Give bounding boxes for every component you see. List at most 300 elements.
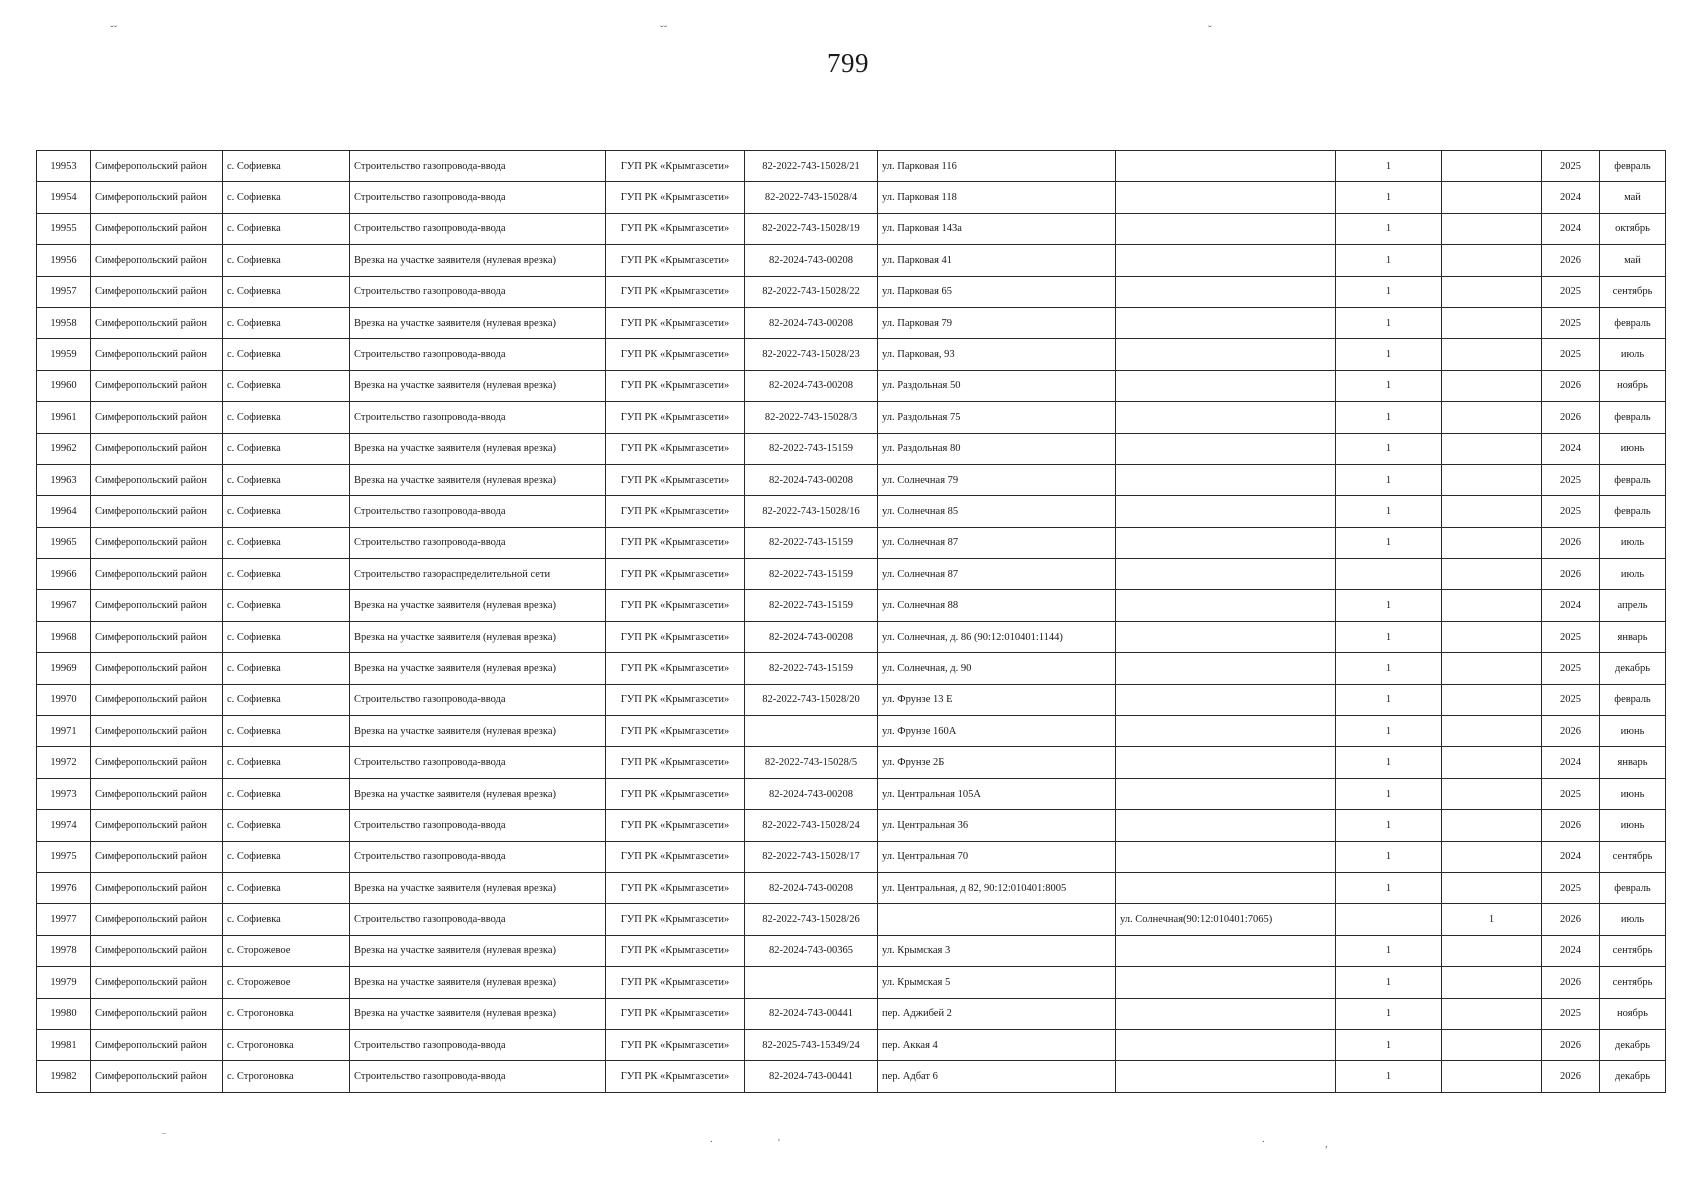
- year-cell: 2026: [1542, 1061, 1600, 1092]
- year-cell: 2026: [1542, 402, 1600, 433]
- month-cell: май: [1600, 245, 1666, 276]
- village-cell: с. Софиевка: [223, 527, 350, 558]
- quantity-cell: 1: [1336, 245, 1442, 276]
- month-cell: февраль: [1600, 684, 1666, 715]
- address-cell: ул. Парковая 41: [878, 245, 1116, 276]
- technical-conditions-cell: 82-2022-743-15159: [745, 527, 878, 558]
- work-type-cell: Строительство газопровода-ввода: [350, 684, 606, 715]
- district-cell: Симферопольский район: [91, 527, 223, 558]
- table-row: [37, 433, 1666, 464]
- extra-address-cell: [1116, 872, 1336, 903]
- village-cell: с. Софиевка: [223, 213, 350, 244]
- quantity-alt-cell: [1442, 213, 1542, 244]
- quantity-cell: 1: [1336, 810, 1442, 841]
- year-cell: 2024: [1542, 182, 1600, 213]
- quantity-alt-cell: [1442, 370, 1542, 401]
- address-cell: ул. Фрунзе 13 Е: [878, 684, 1116, 715]
- village-cell: с. Софиевка: [223, 464, 350, 495]
- village-cell: с. Строгоновка: [223, 1061, 350, 1092]
- row-number-cell: 19955: [37, 213, 91, 244]
- address-cell: ул. Парковая 116: [878, 151, 1116, 182]
- scan-speck: ‾: [162, 1133, 166, 1145]
- scan-speck: ˇˇ: [660, 24, 668, 36]
- organization-cell: ГУП РК «Крымгазсети»: [606, 1029, 745, 1060]
- row-number-cell: 19979: [37, 967, 91, 998]
- district-cell: Симферопольский район: [91, 841, 223, 872]
- village-cell: с. Софиевка: [223, 684, 350, 715]
- year-cell: 2025: [1542, 778, 1600, 809]
- month-cell: июнь: [1600, 810, 1666, 841]
- district-cell: Симферопольский район: [91, 245, 223, 276]
- address-cell: ул. Солнечная 87: [878, 527, 1116, 558]
- quantity-cell: 1: [1336, 151, 1442, 182]
- year-cell: 2024: [1542, 747, 1600, 778]
- row-number-cell: 19962: [37, 433, 91, 464]
- village-cell: с. Софиевка: [223, 402, 350, 433]
- technical-conditions-cell: 82-2022-743-15159: [745, 433, 878, 464]
- quantity-alt-cell: [1442, 590, 1542, 621]
- scan-speck: ,: [1325, 1138, 1328, 1150]
- quantity-cell: 1: [1336, 1061, 1442, 1092]
- organization-cell: ГУП РК «Крымгазсети»: [606, 276, 745, 307]
- work-type-cell: Врезка на участке заявителя (нулевая врезка): [350, 621, 606, 652]
- year-cell: 2026: [1542, 967, 1600, 998]
- district-cell: Симферопольский район: [91, 778, 223, 809]
- work-type-cell: Врезка на участке заявителя (нулевая врезка): [350, 967, 606, 998]
- work-type-cell: Строительство газопровода-ввода: [350, 339, 606, 370]
- row-number-cell: 19973: [37, 778, 91, 809]
- row-number-cell: 19966: [37, 559, 91, 590]
- extra-address-cell: [1116, 747, 1336, 778]
- row-number-cell: 19965: [37, 527, 91, 558]
- table-row: [37, 935, 1666, 966]
- address-cell: ул. Солнечная 87: [878, 559, 1116, 590]
- row-number-cell: 19971: [37, 716, 91, 747]
- month-cell: февраль: [1600, 872, 1666, 903]
- organization-cell: ГУП РК «Крымгазсети»: [606, 151, 745, 182]
- district-cell: Симферопольский район: [91, 339, 223, 370]
- village-cell: с. Софиевка: [223, 339, 350, 370]
- quantity-alt-cell: [1442, 1029, 1542, 1060]
- table-body: [37, 151, 1666, 1093]
- village-cell: с. Софиевка: [223, 182, 350, 213]
- village-cell: с. Сторожевое: [223, 935, 350, 966]
- organization-cell: ГУП РК «Крымгазсети»: [606, 433, 745, 464]
- technical-conditions-cell: 82-2022-743-15028/16: [745, 496, 878, 527]
- table-row: [37, 559, 1666, 590]
- technical-conditions-cell: 82-2024-743-00208: [745, 370, 878, 401]
- quantity-cell: 1: [1336, 684, 1442, 715]
- village-cell: с. Софиевка: [223, 810, 350, 841]
- quantity-alt-cell: 1: [1442, 904, 1542, 935]
- quantity-alt-cell: [1442, 182, 1542, 213]
- quantity-cell: 1: [1336, 527, 1442, 558]
- row-number-cell: 19968: [37, 621, 91, 652]
- month-cell: сентябрь: [1600, 967, 1666, 998]
- row-number-cell: 19956: [37, 245, 91, 276]
- address-cell: ул. Солнечная 79: [878, 464, 1116, 495]
- quantity-alt-cell: [1442, 935, 1542, 966]
- organization-cell: ГУП РК «Крымгазсети»: [606, 904, 745, 935]
- year-cell: 2026: [1542, 559, 1600, 590]
- technical-conditions-cell: 82-2022-743-15028/19: [745, 213, 878, 244]
- organization-cell: ГУП РК «Крымгазсети»: [606, 245, 745, 276]
- extra-address-cell: [1116, 967, 1336, 998]
- extra-address-cell: [1116, 590, 1336, 621]
- technical-conditions-cell: 82-2022-743-15028/5: [745, 747, 878, 778]
- district-cell: Симферопольский район: [91, 213, 223, 244]
- work-type-cell: Врезка на участке заявителя (нулевая врезка): [350, 872, 606, 903]
- quantity-cell: 1: [1336, 307, 1442, 338]
- extra-address-cell: [1116, 653, 1336, 684]
- row-number-cell: 19957: [37, 276, 91, 307]
- month-cell: декабрь: [1600, 1061, 1666, 1092]
- extra-address-cell: [1116, 276, 1336, 307]
- district-cell: Симферопольский район: [91, 935, 223, 966]
- quantity-cell: 1: [1336, 872, 1442, 903]
- district-cell: Симферопольский район: [91, 590, 223, 621]
- quantity-cell: 1: [1336, 182, 1442, 213]
- work-type-cell: Строительство газопровода-ввода: [350, 841, 606, 872]
- technical-conditions-cell: 82-2024-743-00208: [745, 621, 878, 652]
- work-type-cell: Строительство газопровода-ввода: [350, 904, 606, 935]
- year-cell: 2026: [1542, 527, 1600, 558]
- district-cell: Симферопольский район: [91, 182, 223, 213]
- year-cell: 2025: [1542, 653, 1600, 684]
- organization-cell: ГУП РК «Крымгазсети»: [606, 402, 745, 433]
- year-cell: 2025: [1542, 151, 1600, 182]
- organization-cell: ГУП РК «Крымгазсети»: [606, 527, 745, 558]
- district-cell: Симферопольский район: [91, 872, 223, 903]
- address-cell: ул. Фрунзе 2Б: [878, 747, 1116, 778]
- quantity-cell: 1: [1336, 433, 1442, 464]
- work-type-cell: Строительство газопровода-ввода: [350, 1061, 606, 1092]
- technical-conditions-cell: 82-2022-743-15028/20: [745, 684, 878, 715]
- quantity-alt-cell: [1442, 716, 1542, 747]
- table-row: [37, 151, 1666, 182]
- work-type-cell: Строительство газопровода-ввода: [350, 182, 606, 213]
- village-cell: с. Софиевка: [223, 841, 350, 872]
- extra-address-cell: [1116, 151, 1336, 182]
- work-type-cell: Врезка на участке заявителя (нулевая врезка): [350, 307, 606, 338]
- quantity-alt-cell: [1442, 778, 1542, 809]
- address-cell: ул. Солнечная 88: [878, 590, 1116, 621]
- month-cell: июль: [1600, 527, 1666, 558]
- month-cell: декабрь: [1600, 653, 1666, 684]
- address-cell: ул. Центральная, д 82, 90:12:010401:8005: [878, 872, 1116, 903]
- year-cell: 2026: [1542, 245, 1600, 276]
- table-row: [37, 904, 1666, 935]
- table-row: [37, 716, 1666, 747]
- quantity-cell: 1: [1336, 747, 1442, 778]
- quantity-cell: 1: [1336, 716, 1442, 747]
- address-cell: ул. Парковая 118: [878, 182, 1116, 213]
- year-cell: 2025: [1542, 464, 1600, 495]
- district-cell: Симферопольский район: [91, 402, 223, 433]
- work-type-cell: Врезка на участке заявителя (нулевая врезка): [350, 716, 606, 747]
- district-cell: Симферопольский район: [91, 559, 223, 590]
- quantity-alt-cell: [1442, 402, 1542, 433]
- table-row: [37, 967, 1666, 998]
- organization-cell: ГУП РК «Крымгазсети»: [606, 590, 745, 621]
- quantity-cell: 1: [1336, 621, 1442, 652]
- table-row: [37, 872, 1666, 903]
- organization-cell: ГУП РК «Крымгазсети»: [606, 339, 745, 370]
- month-cell: февраль: [1600, 402, 1666, 433]
- district-cell: Симферопольский район: [91, 496, 223, 527]
- quantity-alt-cell: [1442, 684, 1542, 715]
- technical-conditions-cell: 82-2022-743-15028/26: [745, 904, 878, 935]
- district-cell: Симферопольский район: [91, 904, 223, 935]
- address-cell: пер. Аккая 4: [878, 1029, 1116, 1060]
- work-type-cell: Врезка на участке заявителя (нулевая врезка): [350, 464, 606, 495]
- table-row: [37, 778, 1666, 809]
- technical-conditions-cell: 82-2024-743-00365: [745, 935, 878, 966]
- month-cell: январь: [1600, 621, 1666, 652]
- table-row: [37, 810, 1666, 841]
- quantity-alt-cell: [1442, 151, 1542, 182]
- district-cell: Симферопольский район: [91, 370, 223, 401]
- organization-cell: ГУП РК «Крымгазсети»: [606, 621, 745, 652]
- extra-address-cell: [1116, 998, 1336, 1029]
- technical-conditions-cell: 82-2024-743-00208: [745, 307, 878, 338]
- organization-cell: ГУП РК «Крымгазсети»: [606, 998, 745, 1029]
- organization-cell: ГУП РК «Крымгазсети»: [606, 684, 745, 715]
- work-type-cell: Врезка на участке заявителя (нулевая врезка): [350, 935, 606, 966]
- technical-conditions-cell: [745, 967, 878, 998]
- district-cell: Симферопольский район: [91, 967, 223, 998]
- extra-address-cell: [1116, 370, 1336, 401]
- work-type-cell: Строительство газораспределительной сети: [350, 559, 606, 590]
- quantity-cell: 1: [1336, 1029, 1442, 1060]
- village-cell: с. Софиевка: [223, 245, 350, 276]
- table-row: [37, 339, 1666, 370]
- extra-address-cell: [1116, 496, 1336, 527]
- quantity-cell: 1: [1336, 967, 1442, 998]
- gasification-register-table: [36, 150, 1666, 1093]
- district-cell: Симферопольский район: [91, 747, 223, 778]
- organization-cell: ГУП РК «Крымгазсети»: [606, 496, 745, 527]
- district-cell: Симферопольский район: [91, 1029, 223, 1060]
- quantity-alt-cell: [1442, 496, 1542, 527]
- year-cell: 2025: [1542, 307, 1600, 338]
- technical-conditions-cell: 82-2022-743-15028/3: [745, 402, 878, 433]
- extra-address-cell: [1116, 684, 1336, 715]
- year-cell: 2026: [1542, 1029, 1600, 1060]
- month-cell: сентябрь: [1600, 935, 1666, 966]
- row-number-cell: 19961: [37, 402, 91, 433]
- year-cell: 2026: [1542, 810, 1600, 841]
- extra-address-cell: ул. Солнечная(90:12:010401:7065): [1116, 904, 1336, 935]
- work-type-cell: Врезка на участке заявителя (нулевая врезка): [350, 433, 606, 464]
- quantity-cell: 1: [1336, 590, 1442, 621]
- quantity-cell: 1: [1336, 935, 1442, 966]
- organization-cell: ГУП РК «Крымгазсети»: [606, 370, 745, 401]
- extra-address-cell: [1116, 213, 1336, 244]
- quantity-cell: 1: [1336, 402, 1442, 433]
- month-cell: февраль: [1600, 151, 1666, 182]
- address-cell: ул. Фрунзе 160А: [878, 716, 1116, 747]
- work-type-cell: Строительство газопровода-ввода: [350, 496, 606, 527]
- work-type-cell: Строительство газопровода-ввода: [350, 151, 606, 182]
- district-cell: Симферопольский район: [91, 307, 223, 338]
- extra-address-cell: [1116, 778, 1336, 809]
- table-row: [37, 684, 1666, 715]
- organization-cell: ГУП РК «Крымгазсети»: [606, 967, 745, 998]
- organization-cell: ГУП РК «Крымгазсети»: [606, 464, 745, 495]
- address-cell: пер. Аджибей 2: [878, 998, 1116, 1029]
- year-cell: 2024: [1542, 841, 1600, 872]
- village-cell: с. Софиевка: [223, 653, 350, 684]
- extra-address-cell: [1116, 182, 1336, 213]
- organization-cell: ГУП РК «Крымгазсети»: [606, 1061, 745, 1092]
- address-cell: ул. Крымская 3: [878, 935, 1116, 966]
- technical-conditions-cell: 82-2022-743-15028/23: [745, 339, 878, 370]
- table-row: [37, 464, 1666, 495]
- district-cell: Симферопольский район: [91, 433, 223, 464]
- address-cell: ул. Парковая 79: [878, 307, 1116, 338]
- month-cell: февраль: [1600, 307, 1666, 338]
- extra-address-cell: [1116, 1029, 1336, 1060]
- extra-address-cell: [1116, 339, 1336, 370]
- quantity-cell: 1: [1336, 653, 1442, 684]
- scan-speck: ': [778, 1137, 780, 1149]
- quantity-cell: 1: [1336, 998, 1442, 1029]
- organization-cell: ГУП РК «Крымгазсети»: [606, 841, 745, 872]
- table-row: [37, 998, 1666, 1029]
- village-cell: с. Софиевка: [223, 151, 350, 182]
- row-number-cell: 19976: [37, 872, 91, 903]
- quantity-alt-cell: [1442, 527, 1542, 558]
- row-number-cell: 19970: [37, 684, 91, 715]
- village-cell: с. Сторожевое: [223, 967, 350, 998]
- extra-address-cell: [1116, 1061, 1336, 1092]
- table-row: [37, 1029, 1666, 1060]
- extra-address-cell: [1116, 621, 1336, 652]
- year-cell: 2025: [1542, 872, 1600, 903]
- quantity-cell: 1: [1336, 370, 1442, 401]
- work-type-cell: Строительство газопровода-ввода: [350, 810, 606, 841]
- village-cell: с. Софиевка: [223, 433, 350, 464]
- month-cell: июнь: [1600, 433, 1666, 464]
- row-number-cell: 19977: [37, 904, 91, 935]
- work-type-cell: Врезка на участке заявителя (нулевая врезка): [350, 778, 606, 809]
- month-cell: ноябрь: [1600, 370, 1666, 401]
- district-cell: Симферопольский район: [91, 464, 223, 495]
- month-cell: май: [1600, 182, 1666, 213]
- row-number-cell: 19980: [37, 998, 91, 1029]
- month-cell: апрель: [1600, 590, 1666, 621]
- quantity-alt-cell: [1442, 653, 1542, 684]
- row-number-cell: 19982: [37, 1061, 91, 1092]
- month-cell: февраль: [1600, 464, 1666, 495]
- work-type-cell: Врезка на участке заявителя (нулевая врезка): [350, 370, 606, 401]
- technical-conditions-cell: 82-2024-743-00208: [745, 872, 878, 903]
- extra-address-cell: [1116, 716, 1336, 747]
- month-cell: сентябрь: [1600, 841, 1666, 872]
- row-number-cell: 19972: [37, 747, 91, 778]
- address-cell: ул. Центральная 36: [878, 810, 1116, 841]
- scan-speck: ˇˇ: [110, 24, 118, 36]
- quantity-cell: 1: [1336, 339, 1442, 370]
- district-cell: Симферопольский район: [91, 151, 223, 182]
- year-cell: 2025: [1542, 276, 1600, 307]
- quantity-alt-cell: [1442, 464, 1542, 495]
- year-cell: 2025: [1542, 998, 1600, 1029]
- village-cell: с. Софиевка: [223, 590, 350, 621]
- table-row: [37, 527, 1666, 558]
- work-type-cell: Строительство газопровода-ввода: [350, 213, 606, 244]
- address-cell: ул. Раздольная 75: [878, 402, 1116, 433]
- organization-cell: ГУП РК «Крымгазсети»: [606, 935, 745, 966]
- technical-conditions-cell: 82-2022-743-15159: [745, 653, 878, 684]
- technical-conditions-cell: 82-2022-743-15028/22: [745, 276, 878, 307]
- year-cell: 2025: [1542, 684, 1600, 715]
- village-cell: с. Софиевка: [223, 621, 350, 652]
- year-cell: 2024: [1542, 213, 1600, 244]
- row-number-cell: 19954: [37, 182, 91, 213]
- row-number-cell: 19975: [37, 841, 91, 872]
- quantity-alt-cell: [1442, 747, 1542, 778]
- village-cell: с. Строгоновка: [223, 1029, 350, 1060]
- organization-cell: ГУП РК «Крымгазсети»: [606, 653, 745, 684]
- quantity-alt-cell: [1442, 621, 1542, 652]
- row-number-cell: 19974: [37, 810, 91, 841]
- district-cell: Симферопольский район: [91, 716, 223, 747]
- extra-address-cell: [1116, 559, 1336, 590]
- row-number-cell: 19978: [37, 935, 91, 966]
- village-cell: с. Софиевка: [223, 559, 350, 590]
- year-cell: 2026: [1542, 904, 1600, 935]
- address-cell: ул. Центральная 105А: [878, 778, 1116, 809]
- technical-conditions-cell: 82-2024-743-00208: [745, 464, 878, 495]
- village-cell: с. Строгоновка: [223, 998, 350, 1029]
- row-number-cell: 19958: [37, 307, 91, 338]
- work-type-cell: Врезка на участке заявителя (нулевая врезка): [350, 998, 606, 1029]
- organization-cell: ГУП РК «Крымгазсети»: [606, 716, 745, 747]
- row-number-cell: 19959: [37, 339, 91, 370]
- extra-address-cell: [1116, 527, 1336, 558]
- table-row: [37, 841, 1666, 872]
- row-number-cell: 19953: [37, 151, 91, 182]
- village-cell: с. Софиевка: [223, 307, 350, 338]
- work-type-cell: Строительство газопровода-ввода: [350, 1029, 606, 1060]
- quantity-alt-cell: [1442, 433, 1542, 464]
- technical-conditions-cell: 82-2022-743-15028/24: [745, 810, 878, 841]
- extra-address-cell: [1116, 810, 1336, 841]
- village-cell: с. Софиевка: [223, 747, 350, 778]
- quantity-alt-cell: [1442, 307, 1542, 338]
- table-row: [37, 402, 1666, 433]
- month-cell: июнь: [1600, 716, 1666, 747]
- organization-cell: ГУП РК «Крымгазсети»: [606, 182, 745, 213]
- work-type-cell: Врезка на участке заявителя (нулевая врезка): [350, 245, 606, 276]
- year-cell: 2025: [1542, 621, 1600, 652]
- year-cell: 2025: [1542, 496, 1600, 527]
- month-cell: октябрь: [1600, 213, 1666, 244]
- extra-address-cell: [1116, 245, 1336, 276]
- quantity-cell: [1336, 904, 1442, 935]
- district-cell: Симферопольский район: [91, 653, 223, 684]
- organization-cell: ГУП РК «Крымгазсети»: [606, 559, 745, 590]
- row-number-cell: 19964: [37, 496, 91, 527]
- organization-cell: ГУП РК «Крымгазсети»: [606, 307, 745, 338]
- address-cell: ул. Центральная 70: [878, 841, 1116, 872]
- address-cell: ул. Крымская 5: [878, 967, 1116, 998]
- quantity-cell: 1: [1336, 276, 1442, 307]
- technical-conditions-cell: 82-2025-743-15349/24: [745, 1029, 878, 1060]
- district-cell: Симферопольский район: [91, 810, 223, 841]
